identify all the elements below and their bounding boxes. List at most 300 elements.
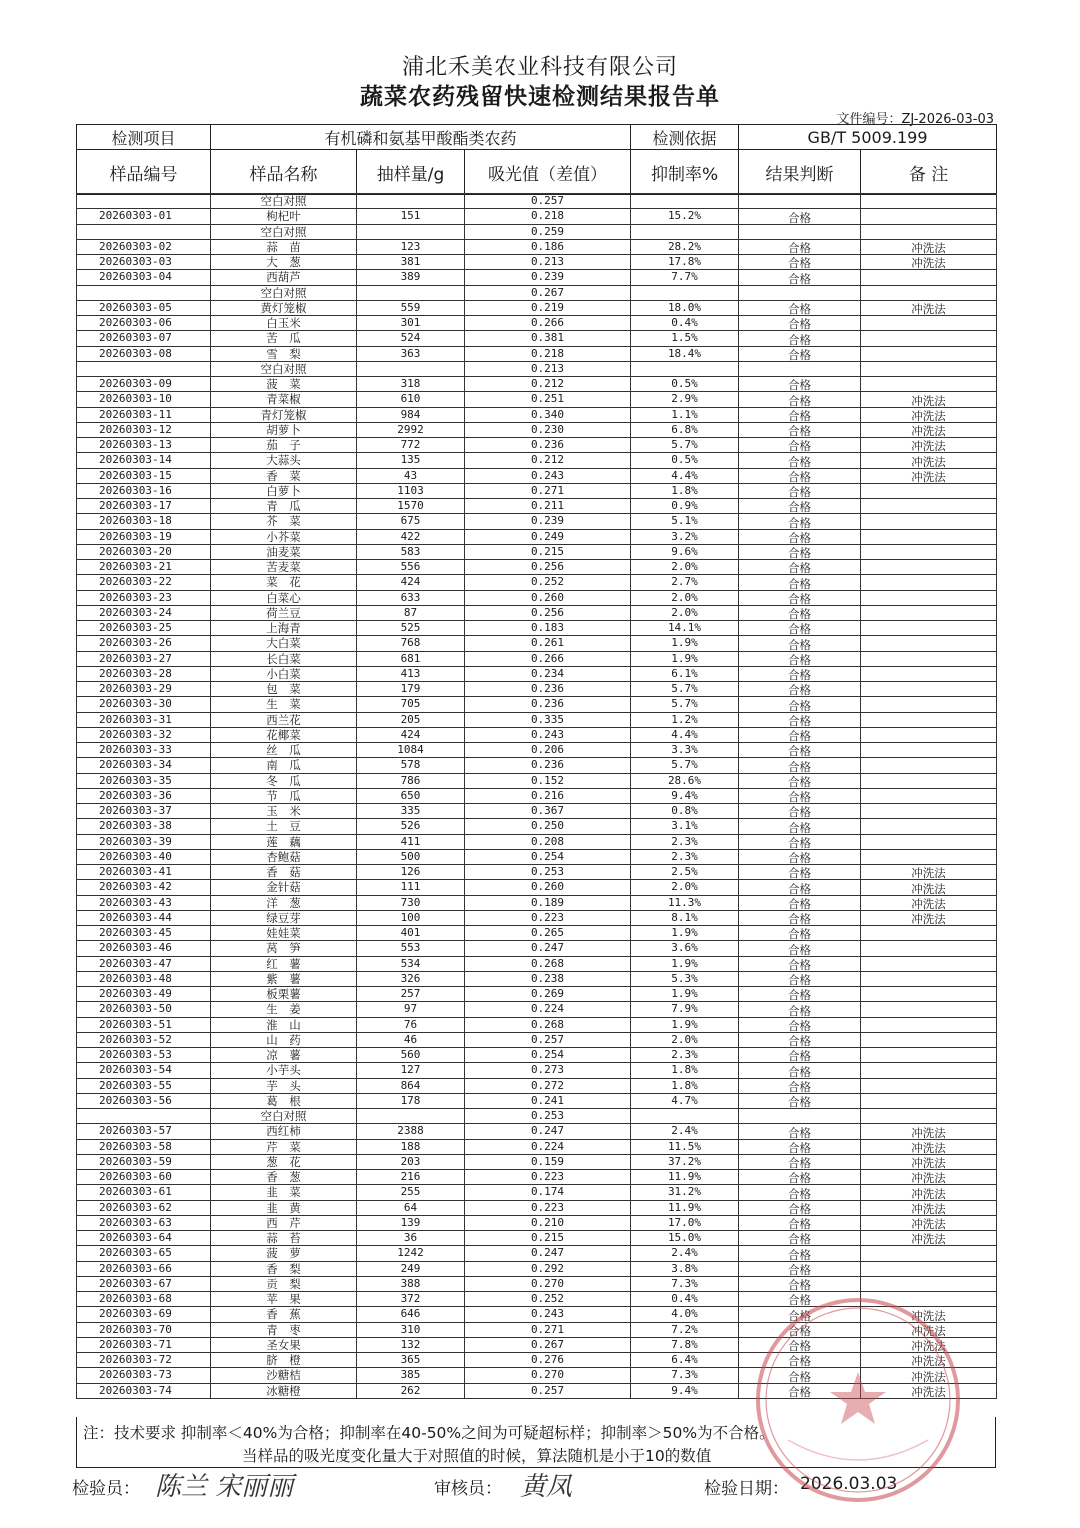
sample-name: 茄 子 <box>211 438 357 453</box>
sample-name: 淮 山 <box>211 1017 357 1032</box>
inhibition-rate: 4.4% <box>631 468 739 483</box>
sample-name: 上海青 <box>211 621 357 636</box>
table-row <box>77 697 997 712</box>
test-basis-value: GB/T 5009.199 <box>739 125 997 150</box>
inhibition-rate: 1.8% <box>631 1063 739 1078</box>
sample-name: 生 姜 <box>211 1002 357 1017</box>
inhibition-rate: 1.9% <box>631 651 739 666</box>
sample-amount: 203 <box>357 1154 465 1169</box>
reviewer-label: 审核员： <box>434 1479 502 1499</box>
remark: 冲洗法 <box>861 895 997 910</box>
sample-name: 葛 根 <box>211 1093 357 1108</box>
table-row <box>77 956 997 971</box>
sample-id: 20260303-60 <box>77 1170 211 1185</box>
sample-id: 20260303-59 <box>77 1154 211 1169</box>
inhibition-rate: 1.9% <box>631 926 739 941</box>
absorbance-value: 0.212 <box>465 453 631 468</box>
remark: 冲洗法 <box>861 1124 997 1139</box>
sample-amount: 76 <box>357 1017 465 1032</box>
remark <box>861 987 997 1002</box>
sample-amount: 381 <box>357 255 465 270</box>
absorbance-value: 0.253 <box>465 1109 631 1124</box>
remark: 冲洗法 <box>861 453 997 468</box>
remark <box>861 926 997 941</box>
sample-id: 20260303-64 <box>77 1231 211 1246</box>
sample-name: 西红柿 <box>211 1124 357 1139</box>
absorbance-value: 0.256 <box>465 605 631 620</box>
result-judgement: 合格 <box>739 438 861 453</box>
sample-id: 20260303-36 <box>77 788 211 803</box>
sample-name: 小芥菜 <box>211 529 357 544</box>
sample-amount: 205 <box>357 712 465 727</box>
sample-id: 20260303-14 <box>77 453 211 468</box>
sample-amount: 2388 <box>357 1124 465 1139</box>
inhibition-rate: 4.4% <box>631 727 739 742</box>
remark <box>861 194 997 209</box>
absorbance-value: 0.247 <box>465 1246 631 1261</box>
sample-id: 20260303-02 <box>77 239 211 254</box>
sample-name: 韭 菜 <box>211 1185 357 1200</box>
result-judgement: 合格 <box>739 316 861 331</box>
sample-id: 20260303-30 <box>77 697 211 712</box>
sample-amount: 388 <box>357 1276 465 1291</box>
sample-id: 20260303-72 <box>77 1353 211 1368</box>
sample-amount: 411 <box>357 834 465 849</box>
sample-amount: 372 <box>357 1292 465 1307</box>
sample-id: 20260303-04 <box>77 270 211 285</box>
result-judgement: 合格 <box>739 605 861 620</box>
sample-name: 空白对照 <box>211 285 357 300</box>
result-judgement: 合格 <box>739 910 861 925</box>
table-row <box>77 1139 997 1154</box>
inhibition-rate: 2.0% <box>631 1032 739 1047</box>
table-row <box>77 1261 997 1276</box>
sample-name: 冬 瓜 <box>211 773 357 788</box>
absorbance-value: 0.252 <box>465 575 631 590</box>
remark: 冲洗法 <box>861 407 997 422</box>
absorbance-value: 0.239 <box>465 514 631 529</box>
inhibition-rate: 0.8% <box>631 804 739 819</box>
sample-name: 娃娃菜 <box>211 926 357 941</box>
sample-name: 大蒜头 <box>211 453 357 468</box>
table-row <box>77 1200 997 1215</box>
remark <box>861 773 997 788</box>
absorbance-value: 0.215 <box>465 544 631 559</box>
remark: 冲洗法 <box>861 1307 997 1322</box>
remark: 冲洗法 <box>861 1353 997 1368</box>
result-judgement: 合格 <box>739 880 861 895</box>
absorbance-value: 0.186 <box>465 239 631 254</box>
sample-amount: 422 <box>357 529 465 544</box>
remark <box>861 1078 997 1093</box>
sample-name: 西 芹 <box>211 1215 357 1230</box>
inhibition-rate <box>631 361 739 376</box>
absorbance-value: 0.211 <box>465 499 631 514</box>
result-judgement: 合格 <box>739 1032 861 1047</box>
result-judgement <box>739 224 861 239</box>
inhibition-rate: 2.5% <box>631 865 739 880</box>
sample-id: 20260303-37 <box>77 804 211 819</box>
result-judgement: 合格 <box>739 590 861 605</box>
sample-amount: 87 <box>357 605 465 620</box>
result-judgement: 合格 <box>739 300 861 315</box>
sample-name: 芥 菜 <box>211 514 357 529</box>
inhibition-rate: 2.3% <box>631 834 739 849</box>
result-judgement <box>739 361 861 376</box>
remark <box>861 270 997 285</box>
table-row <box>77 819 997 834</box>
remark: 冲洗法 <box>861 1322 997 1337</box>
inhibition-rate: 0.5% <box>631 453 739 468</box>
absorbance-value: 0.212 <box>465 377 631 392</box>
sample-id: 20260303-03 <box>77 255 211 270</box>
result-judgement: 合格 <box>739 865 861 880</box>
absorbance-value: 0.256 <box>465 560 631 575</box>
sample-amount <box>357 194 465 209</box>
sample-name: 板栗薯 <box>211 987 357 1002</box>
sample-amount: 127 <box>357 1063 465 1078</box>
inhibition-rate: 1.9% <box>631 636 739 651</box>
sample-id: 20260303-28 <box>77 666 211 681</box>
inhibition-rate: 11.3% <box>631 895 739 910</box>
inhibition-rate: 2.0% <box>631 605 739 620</box>
table-row <box>77 407 997 422</box>
remark: 冲洗法 <box>861 880 997 895</box>
sample-amount: 1084 <box>357 743 465 758</box>
sample-id: 20260303-49 <box>77 987 211 1002</box>
sample-amount: 705 <box>357 697 465 712</box>
sample-amount: 650 <box>357 788 465 803</box>
sample-id <box>77 361 211 376</box>
table-row <box>77 880 997 895</box>
remark <box>861 560 997 575</box>
sample-amount: 556 <box>357 560 465 575</box>
sample-amount: 681 <box>357 651 465 666</box>
sample-id: 20260303-44 <box>77 910 211 925</box>
result-judgement: 合格 <box>739 1337 861 1352</box>
sample-id: 20260303-48 <box>77 971 211 986</box>
sample-id: 20260303-61 <box>77 1185 211 1200</box>
sample-name: 小芋头 <box>211 1063 357 1078</box>
absorbance-value: 0.236 <box>465 682 631 697</box>
result-judgement: 合格 <box>739 1200 861 1215</box>
table-row <box>77 1246 997 1261</box>
sample-name: 香 葱 <box>211 1170 357 1185</box>
remark <box>861 544 997 559</box>
sample-amount: 365 <box>357 1353 465 1368</box>
sample-name: 白萝卜 <box>211 483 357 498</box>
remark <box>861 605 997 620</box>
sample-id: 20260303-47 <box>77 956 211 971</box>
result-judgement: 合格 <box>739 1185 861 1200</box>
result-judgement: 合格 <box>739 758 861 773</box>
inhibition-rate: 9.6% <box>631 544 739 559</box>
table-row <box>77 865 997 880</box>
sample-amount: 43 <box>357 468 465 483</box>
inhibition-rate: 5.3% <box>631 971 739 986</box>
result-judgement: 合格 <box>739 1322 861 1337</box>
sample-amount: 553 <box>357 941 465 956</box>
absorbance-value: 0.236 <box>465 438 631 453</box>
remark: 冲洗法 <box>861 392 997 407</box>
inhibition-rate: 2.4% <box>631 1246 739 1261</box>
sample-amount: 97 <box>357 1002 465 1017</box>
sample-amount: 389 <box>357 270 465 285</box>
result-judgement: 合格 <box>739 255 861 270</box>
absorbance-value: 0.213 <box>465 361 631 376</box>
sample-name: 金针菇 <box>211 880 357 895</box>
absorbance-value: 0.259 <box>465 224 631 239</box>
remark <box>861 758 997 773</box>
absorbance-value: 0.218 <box>465 209 631 224</box>
absorbance-value: 0.241 <box>465 1093 631 1108</box>
result-judgement: 合格 <box>739 1215 861 1230</box>
remark <box>861 483 997 498</box>
table-row <box>77 651 997 666</box>
sample-amount <box>357 224 465 239</box>
report-title: 蔬菜农药残留快速检测结果报告单 <box>360 84 720 110</box>
result-judgement: 合格 <box>739 1002 861 1017</box>
inhibition-rate: 11.5% <box>631 1139 739 1154</box>
col-header-judgement: 结果判断 <box>739 150 861 195</box>
result-judgement: 合格 <box>739 956 861 971</box>
result-judgement: 合格 <box>739 468 861 483</box>
sample-name: 芋 头 <box>211 1078 357 1093</box>
result-judgement: 合格 <box>739 1048 861 1063</box>
absorbance-value: 0.152 <box>465 773 631 788</box>
sample-amount: 786 <box>357 773 465 788</box>
sample-name: 青 枣 <box>211 1322 357 1337</box>
sample-amount: 500 <box>357 849 465 864</box>
sample-amount: 413 <box>357 666 465 681</box>
result-judgement: 合格 <box>739 971 861 986</box>
sample-amount: 335 <box>357 804 465 819</box>
sample-amount: 610 <box>357 392 465 407</box>
remark <box>861 514 997 529</box>
sample-amount <box>357 361 465 376</box>
absorbance-value: 0.272 <box>465 1078 631 1093</box>
result-judgement: 合格 <box>739 529 861 544</box>
table-row <box>77 453 997 468</box>
absorbance-value: 0.215 <box>465 1231 631 1246</box>
result-judgement: 合格 <box>739 697 861 712</box>
table-row <box>77 514 997 529</box>
remark: 冲洗法 <box>861 1185 997 1200</box>
result-judgement: 合格 <box>739 575 861 590</box>
sample-name: 青 瓜 <box>211 499 357 514</box>
sample-name: 苦麦菜 <box>211 560 357 575</box>
absorbance-value: 0.218 <box>465 346 631 361</box>
inhibition-rate: 1.2% <box>631 712 739 727</box>
sample-id: 20260303-07 <box>77 331 211 346</box>
result-judgement: 合格 <box>739 453 861 468</box>
sample-amount: 36 <box>357 1231 465 1246</box>
absorbance-value: 0.269 <box>465 987 631 1002</box>
remark <box>861 849 997 864</box>
result-judgement: 合格 <box>739 1170 861 1185</box>
sample-id: 20260303-01 <box>77 209 211 224</box>
absorbance-value: 0.224 <box>465 1002 631 1017</box>
sample-amount: 111 <box>357 880 465 895</box>
sample-amount: 401 <box>357 926 465 941</box>
inhibition-rate: 9.4% <box>631 1383 739 1398</box>
sample-id <box>77 194 211 209</box>
inhibition-rate: 2.3% <box>631 1048 739 1063</box>
result-judgement: 合格 <box>739 1246 861 1261</box>
result-judgement <box>739 194 861 209</box>
remark <box>861 1261 997 1276</box>
absorbance-value: 0.266 <box>465 651 631 666</box>
sample-amount: 385 <box>357 1368 465 1383</box>
sample-amount <box>357 1109 465 1124</box>
sample-name: 西兰花 <box>211 712 357 727</box>
sample-name: 南 瓜 <box>211 758 357 773</box>
absorbance-value: 0.223 <box>465 1200 631 1215</box>
table-row <box>77 544 997 559</box>
inhibition-rate: 5.7% <box>631 697 739 712</box>
remark: 冲洗法 <box>861 1337 997 1352</box>
sample-id: 20260303-29 <box>77 682 211 697</box>
remark <box>861 727 997 742</box>
sample-name: 大 葱 <box>211 255 357 270</box>
remark: 冲洗法 <box>861 1139 997 1154</box>
remark <box>861 971 997 986</box>
table-row <box>77 392 997 407</box>
table-row <box>77 1215 997 1230</box>
table-row <box>77 895 997 910</box>
inhibition-rate: 17.8% <box>631 255 739 270</box>
result-judgement: 合格 <box>739 987 861 1002</box>
sample-name: 脐 橙 <box>211 1353 357 1368</box>
result-judgement: 合格 <box>739 621 861 636</box>
inhibition-rate: 7.3% <box>631 1276 739 1291</box>
sample-name: 杏鲍菇 <box>211 849 357 864</box>
inhibition-rate: 3.6% <box>631 941 739 956</box>
reviewer-signature: 黄凤 <box>520 1472 573 1502</box>
inhibition-rate: 15.2% <box>631 209 739 224</box>
sample-id: 20260303-10 <box>77 392 211 407</box>
sample-amount: 1103 <box>357 483 465 498</box>
sample-amount: 424 <box>357 575 465 590</box>
remark <box>861 224 997 239</box>
sample-amount: 132 <box>357 1337 465 1352</box>
sample-name: 生 菜 <box>211 697 357 712</box>
sample-id: 20260303-55 <box>77 1078 211 1093</box>
test-item-label: 检测项目 <box>77 125 211 150</box>
sample-id: 20260303-43 <box>77 895 211 910</box>
sample-id: 20260303-53 <box>77 1048 211 1063</box>
absorbance-value: 0.261 <box>465 636 631 651</box>
inhibition-rate: 5.1% <box>631 514 739 529</box>
table-row <box>77 743 997 758</box>
sample-name: 胡萝卜 <box>211 422 357 437</box>
absorbance-value: 0.254 <box>465 849 631 864</box>
remark <box>861 590 997 605</box>
remark <box>861 804 997 819</box>
inhibition-rate: 14.1% <box>631 621 739 636</box>
sample-id: 20260303-70 <box>77 1322 211 1337</box>
sample-name: 空白对照 <box>211 361 357 376</box>
sample-amount: 310 <box>357 1322 465 1337</box>
sample-name: 莴 笋 <box>211 941 357 956</box>
sample-amount: 301 <box>357 316 465 331</box>
sample-id: 20260303-33 <box>77 743 211 758</box>
sample-id: 20260303-16 <box>77 483 211 498</box>
sample-amount: 188 <box>357 1139 465 1154</box>
sample-id: 20260303-27 <box>77 651 211 666</box>
absorbance-value: 0.253 <box>465 865 631 880</box>
inhibition-rate: 17.0% <box>631 1215 739 1230</box>
sample-name: 土 豆 <box>211 819 357 834</box>
results-body <box>77 194 997 1399</box>
inhibition-rate: 2.7% <box>631 575 739 590</box>
absorbance-value: 0.254 <box>465 1048 631 1063</box>
table-row <box>77 331 997 346</box>
result-judgement: 合格 <box>739 1276 861 1291</box>
sample-name: 圣女果 <box>211 1337 357 1352</box>
table-row <box>77 712 997 727</box>
remark <box>861 621 997 636</box>
inhibition-rate <box>631 224 739 239</box>
result-judgement: 合格 <box>739 819 861 834</box>
sample-id: 20260303-24 <box>77 605 211 620</box>
sample-name: 青菜椒 <box>211 392 357 407</box>
inhibition-rate: 2.4% <box>631 1124 739 1139</box>
sample-amount <box>357 285 465 300</box>
result-judgement: 合格 <box>739 743 861 758</box>
absorbance-value: 0.267 <box>465 1337 631 1352</box>
sample-name: 山 药 <box>211 1032 357 1047</box>
table-row <box>77 468 997 483</box>
test-basis-label: 检测依据 <box>631 125 739 150</box>
remark <box>861 743 997 758</box>
table-row <box>77 1231 997 1246</box>
result-judgement: 合格 <box>739 514 861 529</box>
table-row <box>77 316 997 331</box>
result-judgement: 合格 <box>739 895 861 910</box>
inhibition-rate: 18.0% <box>631 300 739 315</box>
result-judgement: 合格 <box>739 270 861 285</box>
absorbance-value: 0.208 <box>465 834 631 849</box>
sample-name: 莲 藕 <box>211 834 357 849</box>
sample-amount: 2992 <box>357 422 465 437</box>
absorbance-value: 0.213 <box>465 255 631 270</box>
sample-id: 20260303-20 <box>77 544 211 559</box>
sample-amount: 318 <box>357 377 465 392</box>
sample-name: 蒜 苗 <box>211 239 357 254</box>
absorbance-value: 0.367 <box>465 804 631 819</box>
inhibition-rate: 2.0% <box>631 590 739 605</box>
col-header-id: 样品编号 <box>77 150 211 195</box>
sample-amount: 984 <box>357 407 465 422</box>
sample-amount: 255 <box>357 1185 465 1200</box>
result-judgement: 合格 <box>739 331 861 346</box>
result-judgement: 合格 <box>739 407 861 422</box>
absorbance-value: 0.260 <box>465 590 631 605</box>
sample-amount: 126 <box>357 865 465 880</box>
sample-id: 20260303-74 <box>77 1383 211 1398</box>
absorbance-value: 0.268 <box>465 956 631 971</box>
sample-id: 20260303-67 <box>77 1276 211 1291</box>
table-row <box>77 346 997 361</box>
note-line-2: 当样品的吸光度变化量大于对照值的时候，算法随机是小于10的数值 <box>242 1447 712 1465</box>
sample-amount: 1570 <box>357 499 465 514</box>
sample-amount: 139 <box>357 1215 465 1230</box>
absorbance-value: 0.270 <box>465 1276 631 1291</box>
absorbance-value: 0.183 <box>465 621 631 636</box>
remark: 冲洗法 <box>861 239 997 254</box>
absorbance-value: 0.210 <box>465 1215 631 1230</box>
